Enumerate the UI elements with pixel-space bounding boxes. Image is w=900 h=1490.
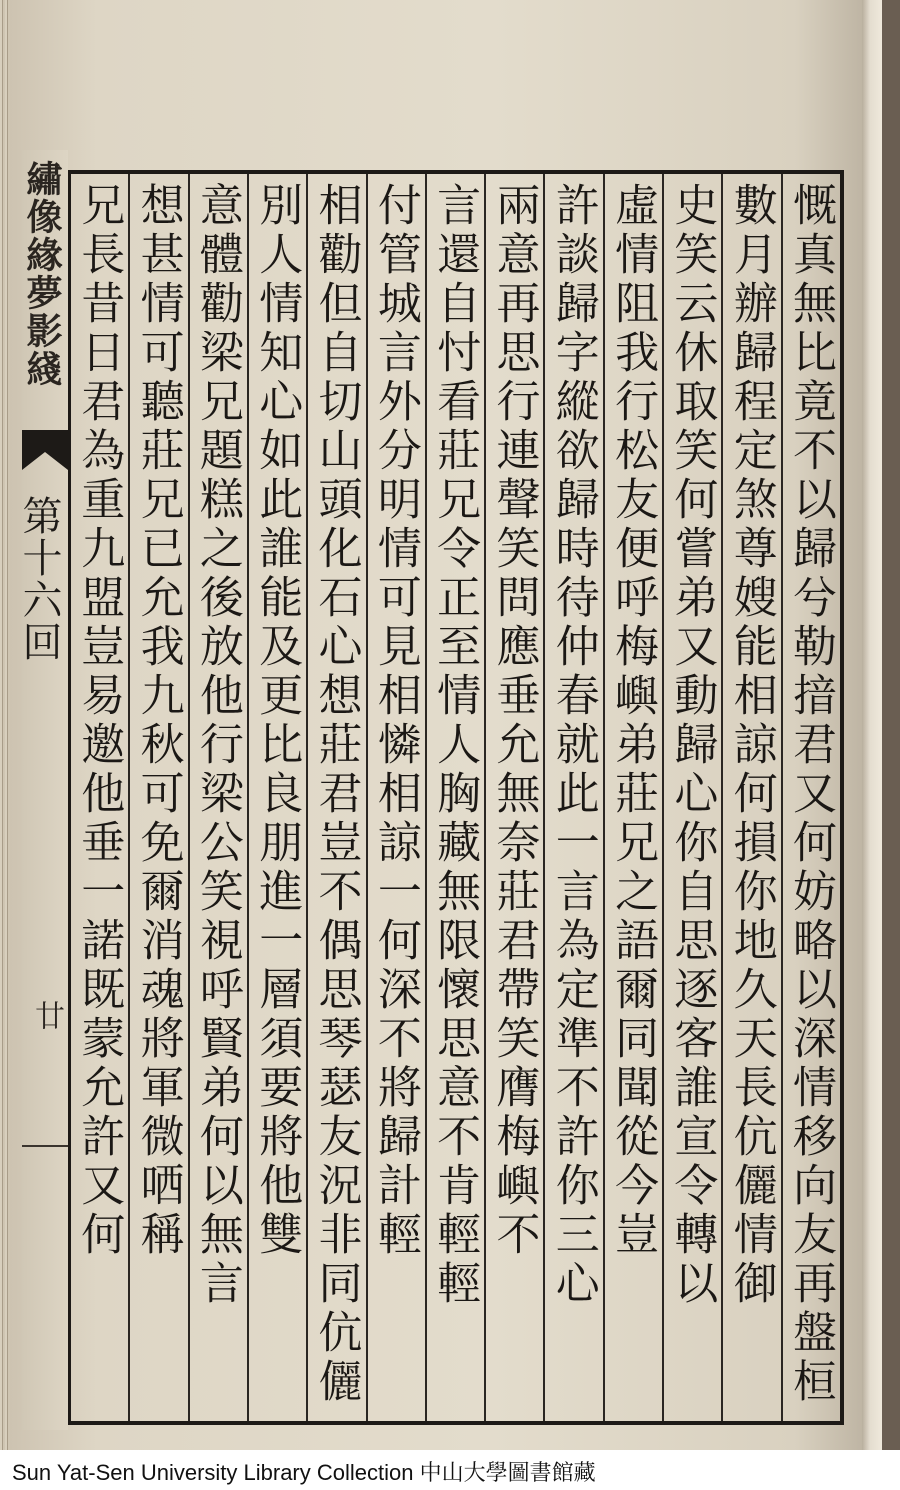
block-center-margin — [16, 150, 68, 1430]
text-column: 兩意再思行連聲笑問應垂允無奈莊君帶笑膺梅嶼不 — [484, 174, 543, 1421]
text-column: 付管城言外分明情可見相憐相諒一何深不將歸計輕 — [366, 174, 425, 1421]
text-column: 虛情阻我行松友便呼梅嶼弟莊兄之語爾同聞從今豈 — [603, 174, 662, 1421]
text-column: 想甚情可聽莊兄已允我九秋可免爾消魂將軍微哂稱 — [128, 174, 187, 1421]
text-column: 許談歸字縱欲歸時待仲春就此一言為定準不許你三心 — [543, 174, 602, 1421]
page-gutter — [862, 0, 882, 1450]
text-column: 意體勸梁兄題糕之後放他行梁公笑視呼賢弟何以無言 — [188, 174, 247, 1421]
text-column: 數月辦歸程定煞尊嫂能相諒何損你地久天長伉儷情御 — [721, 174, 780, 1421]
library-caption-bar — [0, 1450, 900, 1490]
library-caption: Sun Yat-Sen University Library Collection 中山大學圖書館藏 — [12, 1460, 596, 1485]
text-column: 言還自忖看莊兄令正至情人胸藏無限懷思意不肯輕輕 — [425, 174, 484, 1421]
chapter-label: 第十六回 — [16, 495, 62, 663]
fish-tail-mark — [22, 430, 68, 470]
leaf-number: 廿 — [29, 1000, 64, 1030]
text-column: 慨真無比竟不以歸兮勒揞君又何妨略以深情移向友再盤桓 — [781, 174, 840, 1421]
text-column: 兄長昔日君為重九盟豈易邀他垂一諾既蒙允許又何 — [73, 182, 125, 1260]
margin-rule — [22, 1145, 68, 1147]
text-frame — [68, 170, 844, 1425]
text-column: 史笑云休取笑何嘗弟又動歸心你自思逐客誰宣令轉以 — [662, 174, 721, 1421]
book-title: 繡像緣夢影綫 — [21, 160, 63, 388]
text-columns — [71, 174, 840, 1421]
text-column: 別人情知心如此誰能及更比良朋進一層須要將他雙 — [247, 174, 306, 1421]
text-column: 相勸但自切山頭化石心想莊君豈不偶思琴瑟友況非同伉儷 — [306, 174, 365, 1421]
